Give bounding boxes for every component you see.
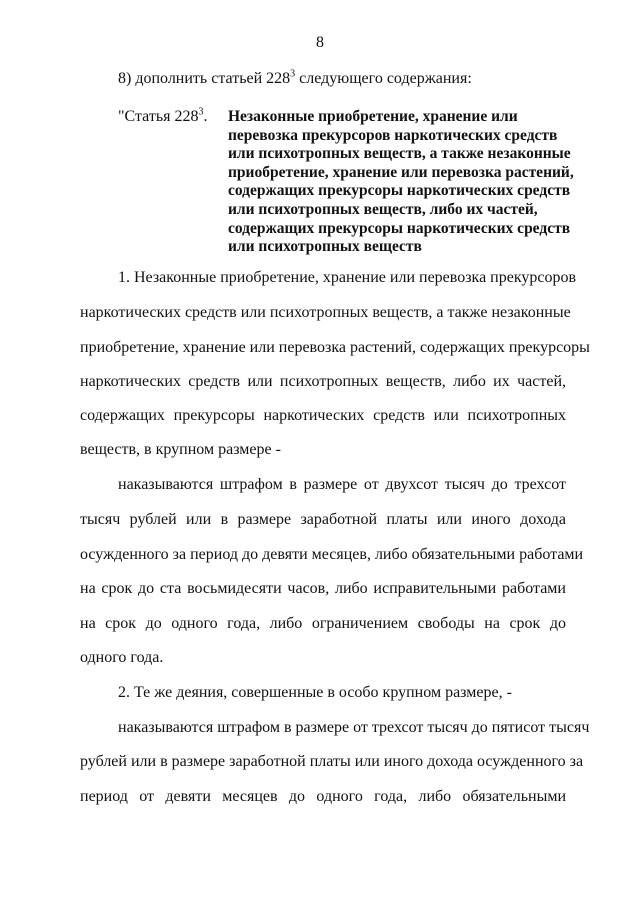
intro-text: 8) дополнить статьей 228: [118, 70, 291, 87]
article-title-line: содержащих прекурсоры наркотических средств: [228, 182, 571, 200]
article-label-text: "Статья 228: [118, 108, 199, 125]
body-line: содержащих прекурсоры наркотических средств или психотропных: [80, 407, 566, 424]
intro-superscript: 3: [290, 68, 296, 80]
article-title-line: или психотропных веществ: [228, 238, 422, 256]
article-title: [228, 108, 578, 257]
page-number: 8: [316, 34, 324, 51]
body-line: наказываются штрафом в размере от трехсот тысяч до пятисот тысяч: [118, 719, 590, 736]
article-label-rest: .: [203, 108, 208, 125]
intro-rest: следующего содержания:: [295, 70, 472, 87]
body-line: наказываются штрафом в размере от двухсот тысяч до трехсот: [118, 476, 566, 493]
article-title-line: приобретение, хранение или перевозка растений,: [228, 163, 574, 181]
amendment-intro: [118, 70, 472, 88]
body-line: 1. Незаконные приобретение, хранение или перевозка прекурсоров: [118, 269, 577, 286]
article-title-line: перевозка прекурсоров наркотических средств: [228, 126, 558, 144]
body-line: тысяч рублей или в размере заработной платы или иного дохода: [80, 511, 566, 528]
body-line: веществ, в крупном размере -: [80, 441, 281, 458]
article-label: [118, 108, 208, 126]
body-line: наркотических средств или психотропных веществ, а также незаконные: [80, 304, 571, 321]
body-line: рублей или в размере заработной платы или иного дохода осужденного за: [80, 753, 584, 770]
body-line: 2. Те же деяния, совершенные в особо крупном размере, -: [118, 684, 512, 701]
article-title-line: Незаконные приобретение, хранение или: [228, 108, 518, 125]
article-title-line: или психотропных веществ, а также незаконные: [228, 145, 571, 163]
body-line: приобретение, хранение или перевозка растений, содержащих прекурсоры: [80, 339, 590, 356]
body-line: на срок до ста восьмидесяти часов, либо исправительными работами: [80, 580, 566, 597]
body-line: наркотических средств или психотропных веществ, либо их частей,: [80, 373, 566, 390]
body-line: осужденного за период до девяти месяцев, либо обязательными работами: [80, 546, 584, 563]
article-title-line: содержащих прекурсоры наркотических средств: [228, 219, 571, 237]
body-line: на срок до одного года, либо ограничением свободы на срок до: [80, 615, 566, 632]
body-line: одного года.: [80, 649, 164, 666]
article-label-superscript: 3: [198, 106, 204, 118]
article-title-line: или психотропных веществ, либо их частей,: [228, 200, 538, 218]
body-line: период от девяти месяцев до одного года, либо обязательными: [80, 788, 566, 805]
